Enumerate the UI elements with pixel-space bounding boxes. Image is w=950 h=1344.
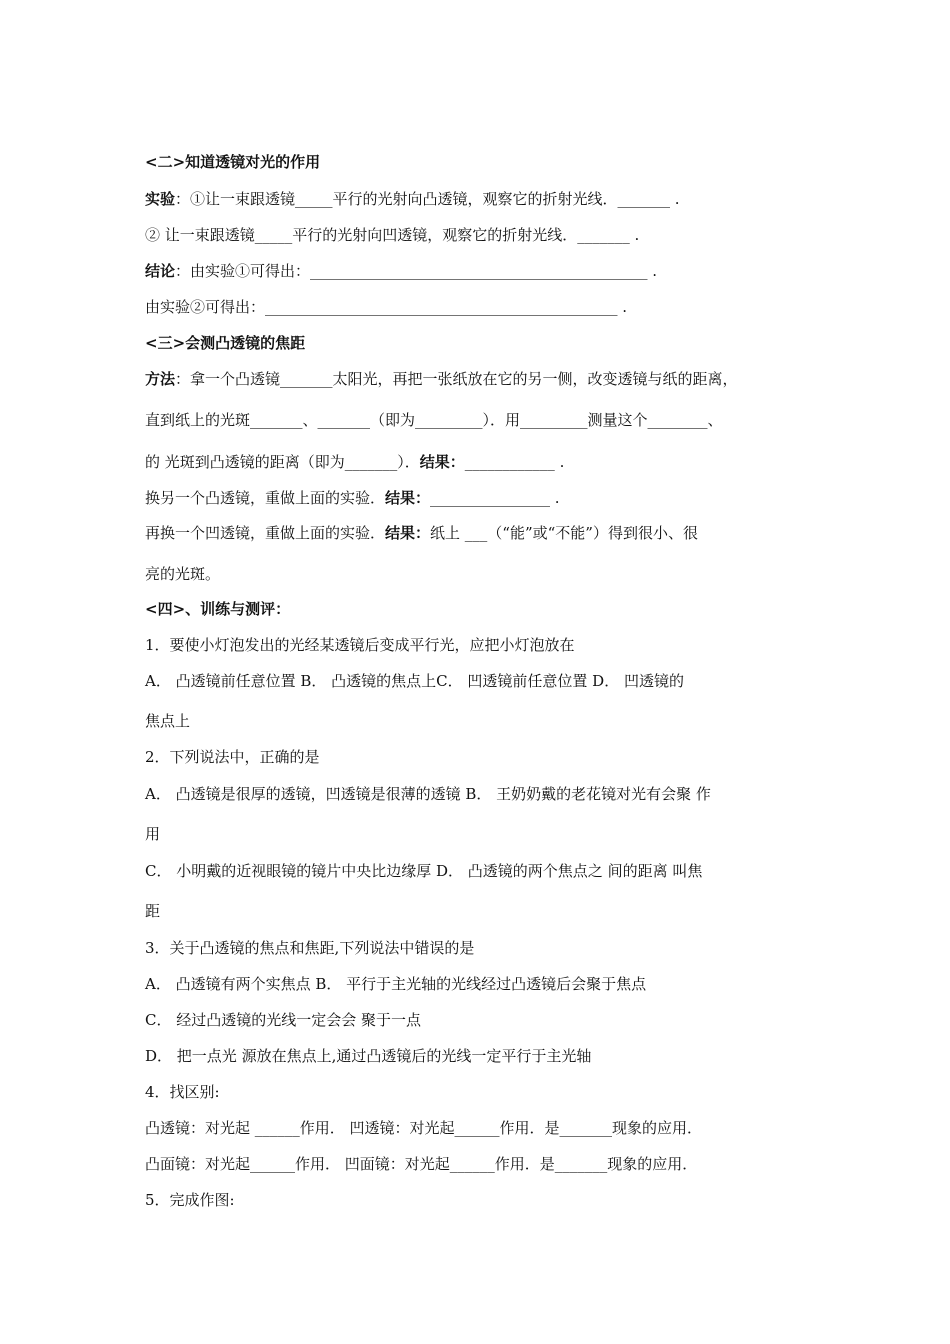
question-3-option-d: D． 把一点光 源放在焦点上,通过凸透镜后的光线一定平行于主光轴 [145, 1047, 592, 1065]
retry-line-3: 亮的光斑。 [145, 565, 221, 583]
result-label-2: 结果： [385, 489, 431, 507]
conclusion-line-2: 由实验②可得出：_______________________________________________ . [145, 298, 628, 316]
retry-line-1 [145, 488, 560, 508]
result-label: 结果： [419, 453, 465, 471]
method-3-result: ____________ . [464, 453, 565, 471]
section3-heading: <三>会测凸透镜的焦距 [145, 334, 306, 352]
question-4: 4．找区别: [145, 1083, 220, 1101]
experiment-1-text: ：①让一束跟透镜_____平行的光射向凸透镜，观察它的折射光线．_______ . [175, 190, 680, 208]
question-4-line-1: 凸透镜：对光起 ______作用． 凹透镜：对光起______作用．是_______现象的应用． [145, 1119, 703, 1137]
question-2: 2．下列说法中，正确的是 [145, 748, 320, 766]
retry-1-text: 换另一个凸透镜，重做上面的实验． [145, 489, 386, 507]
conclusion-line-1 [145, 261, 657, 281]
retry-line-2 [145, 523, 698, 543]
conclusion-1-text: ：由实验①可得出：_____________________________________________ . [175, 262, 658, 280]
method-line-3 [145, 452, 564, 472]
question-3: 3．关于凸透镜的焦点和焦距,下列说法中错误的是 [145, 939, 475, 957]
experiment-line-2: ② 让一束跟透镜_____平行的光射向凹透镜，观察它的折射光线．_______ . [145, 226, 640, 244]
question-2-options-cd-cont: 距 [145, 902, 161, 920]
method-1-text: ：拿一个凸透镜_______太阳光，再把一张纸放在它的另一侧，改变透镜与纸的距离， [175, 370, 738, 388]
result-label-3: 结果： [385, 524, 431, 542]
question-4-line-2: 凸面镜：对光起______作用． 凹面镜：对光起______作用．是_______现象的应用． [145, 1155, 698, 1173]
question-2-options-cd: C． 小明戴的近视眼镜的镜片中央比边缘厚 D． 凸透镜的两个焦点之 间的距离 叫焦 [145, 862, 703, 880]
retry-2-text: 再换一个凹透镜，重做上面的实验． [145, 524, 386, 542]
method-label: 方法 [145, 370, 176, 388]
question-2-options-ab: A． 凸透镜是很厚的透镜，凹透镜是很薄的透镜 B． 王奶奶戴的老花镜对光有会聚 作 [145, 785, 711, 803]
method-line-2: 直到纸上的光斑_______、_______（即为_________）．用_________测量这个________、 [145, 411, 723, 429]
retry-1-result: ________________ . [430, 489, 560, 507]
question-3-option-c: C． 经过凸透镜的光线一定会会 聚于一点 [145, 1011, 422, 1029]
retry-2-result: 纸上 ___（“能”或“不能”）得到很小、很 [430, 524, 698, 542]
question-1-options: A． 凸透镜前任意位置 B． 凸透镜的焦点上C． 凹透镜前任意位置 D． 凹透镜的 [145, 672, 684, 690]
section4-heading: <四>、训练与测评： [145, 600, 291, 618]
question-3-options-ab: A． 凸透镜有两个实焦点 B． 平行于主光轴的光线经过凸透镜后会聚于焦点 [145, 975, 647, 993]
question-2-options-ab-cont: 用 [145, 825, 161, 843]
question-1: 1．要使小灯泡发出的光经某透镜后变成平行光，应把小灯泡放在 [145, 636, 575, 654]
method-line-1 [145, 369, 738, 389]
question-1-options-cont: 焦点上 [145, 712, 191, 730]
experiment-line-1 [145, 189, 680, 209]
method-3-text: 的 光斑到凸透镜的距离（即为_______）． [145, 453, 420, 471]
conclusion-label: 结论 [145, 262, 176, 280]
question-5: 5．完成作图: [145, 1191, 235, 1209]
experiment-label: 实验 [145, 190, 176, 208]
section2-heading: <二>知道透镜对光的作用 [145, 153, 321, 171]
